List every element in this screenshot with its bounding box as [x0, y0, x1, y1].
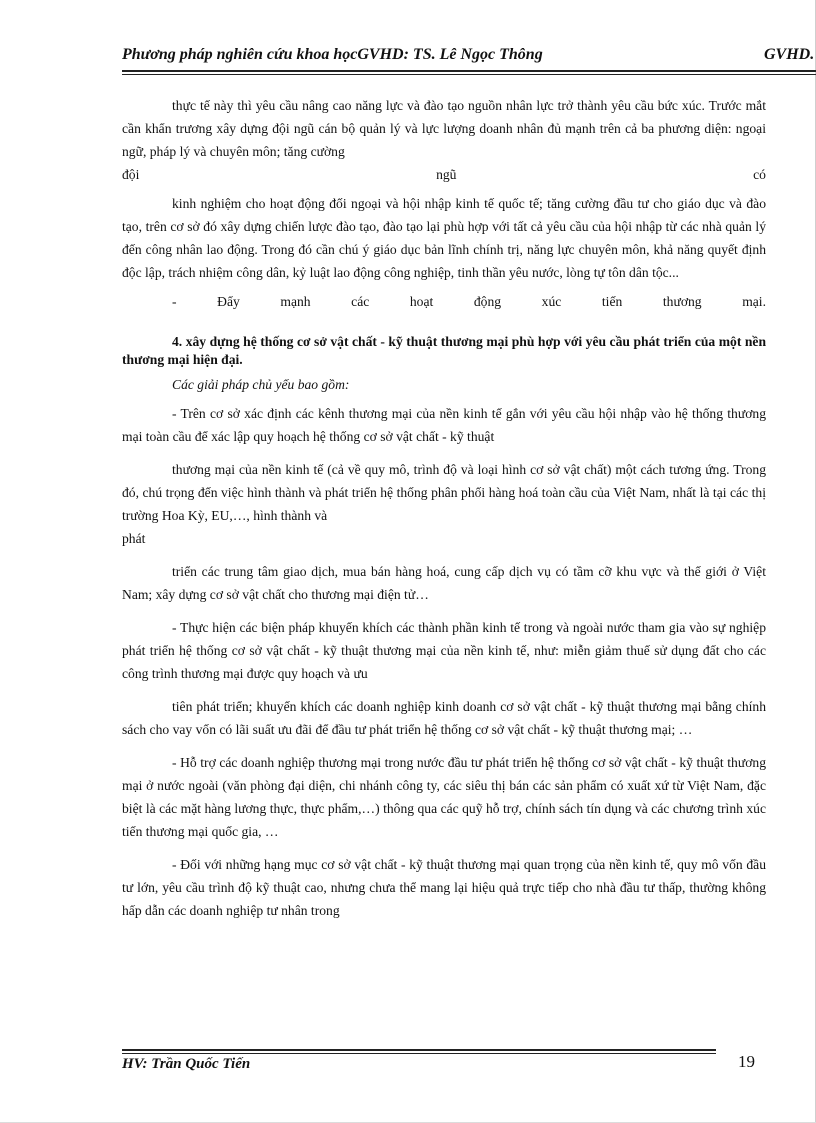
section-heading: 4. xây dựng hệ thống cơ sở vật chất - kỹ thuật thương mại phù hợp với yêu cầu phát triển của một nền thương mại hiện đại. [122, 334, 766, 367]
paragraph-6: - Thực hiện các biện pháp khuyến khích các thành phần kinh tế trong và ngoài nước tham gia vào sự nghiệp phát triển hệ thống cơ sở vật chất - kỹ thuật thương mại của nền kinh tế, như: miễn giảm thuế sử dụng đất cho các công trình thương mại được quy hoạch và ưu [122, 620, 766, 681]
paragraph-4-last-line: phát [122, 531, 146, 546]
paragraph-2: kinh nghiệm cho hoạt động đối ngoại và hội nhập kinh tế quốc tế; tăng cường đầu tư cho giáo dục và đào tạo, trên cơ sở đó xây dựng chiến lược đào tạo, đào tạo lại phù hợp với tất cả yêu cầu của hội nhập từ các nhà quản lý đến công nhân lao động. Trong đó cần chú ý giáo dục bản lĩnh chính trị, năng lực chuyên môn, khả năng quyết định độc lập, trách nhiệm công dân, kỷ luật lao động công nghiệp, tinh thần yêu nước, lòng tự tôn dân tộc... [122, 196, 766, 280]
word: đội [122, 167, 140, 182]
paragraph-4: thương mại của nền kinh tế (cả về quy mô, trình độ và loại hình cơ sở vật chất) một cách tương ứng. Trong đó, chú trọng đến việc hình thành và phát triển hệ thống phân phối hàng hoá toàn cầu của Việt Nam, nhất là tại các thị trường Hoa Kỳ, EU,…, hình thành và [122, 462, 766, 523]
footer-author: HV: Trần Quốc Tiến [122, 1056, 251, 1072]
word: động [473, 294, 502, 309]
bullet-trade-promotion [122, 290, 766, 313]
word: Đẩy [217, 294, 240, 309]
word: - [172, 294, 177, 309]
paragraph-3: - Trên cơ sở xác định các kênh thương mại của nền kinh tế gắn với yêu cầu hội nhập vào hệ thống thương mại toàn cầu để xác lập quy hoạch hệ thống cơ sở vật chất - kỹ thuật [122, 406, 766, 444]
header-right-text: GVHD. [764, 46, 815, 63]
word: mại. [742, 294, 766, 309]
word: các [351, 294, 370, 309]
document-body [122, 94, 766, 922]
paragraph-1-tail [122, 163, 766, 186]
paragraph-9: - Đối với những hạng mục cơ sở vật chất - kỹ thuật thương mại quan trọng của nền kinh tế, quy mô vốn đầu tư lớn, yêu cầu trình độ kỹ thuật cao, nhưng chưa thể mang lại hiệu quả trực tiếp cho nhà đầu tư thấp, thường không hấp dẫn các doanh nghiệp tư nhân trong [122, 857, 766, 918]
word: ngũ [436, 167, 457, 182]
header-rule [122, 70, 816, 72]
word: thương [662, 294, 702, 309]
word: xúc [541, 294, 562, 309]
footer-rule [122, 1049, 716, 1051]
footer-rule-thin [122, 1053, 716, 1054]
page-number: 19 [738, 1052, 755, 1071]
word: tiến [601, 294, 623, 309]
header-title: Phương pháp nghiên cứu khoa họcGVHD: TS. Lê Ngọc Thông [122, 46, 543, 63]
paragraph-8: - Hỗ trợ các doanh nghiệp thương mại trong nước đầu tư phát triển hệ thống cơ sở vật chất - kỹ thuật thương mại ở nước ngoài (văn phòng đại diện, chi nhánh công ty, các siêu thị bán các sản phẩm có xuất xứ từ Việt Nam, đặc biệt là các mặt hàng lương thực, thực phẩm,…) thông qua các quỹ hỗ trợ, chính sách tín dụng và các chương trình xúc tiến thương mại quốc gia, … [122, 755, 766, 839]
word: có [753, 167, 766, 182]
header-rule-thin [122, 74, 816, 75]
paragraph-5: triển các trung tâm giao dịch, mua bán hàng hoá, cung cấp dịch vụ có tầm cỡ khu vực và thế giới ở Việt Nam; xây dựng cơ sở vật chất cho thương mại điện tử… [122, 564, 766, 602]
page-header [122, 46, 816, 68]
paragraph-7: tiên phát triển; khuyến khích các doanh nghiệp kinh doanh cơ sở vật chất - kỹ thuật thương mại bằng chính sách cho vay vốn có lãi suất ưu đãi để đầu tư phát triển hệ thống cơ sở vật chất - kỹ thuật thương mại; … [122, 699, 766, 737]
intro-line: Các giải pháp chủ yếu bao gồm: [172, 377, 350, 392]
word: mạnh [280, 294, 311, 309]
word: hoạt [409, 294, 434, 309]
paragraph-1: thực tế này thì yêu cầu nâng cao năng lực và đào tạo nguồn nhân lực trở thành yêu cầu bức xúc. Trước mắt cần khẩn trương xây dựng đội ngũ cán bộ quản lý và lực lượng doanh nhân đủ mạnh trên cả ba phương diện: ngoại ngữ, pháp lý và chuyên môn; tăng cường [122, 98, 766, 159]
